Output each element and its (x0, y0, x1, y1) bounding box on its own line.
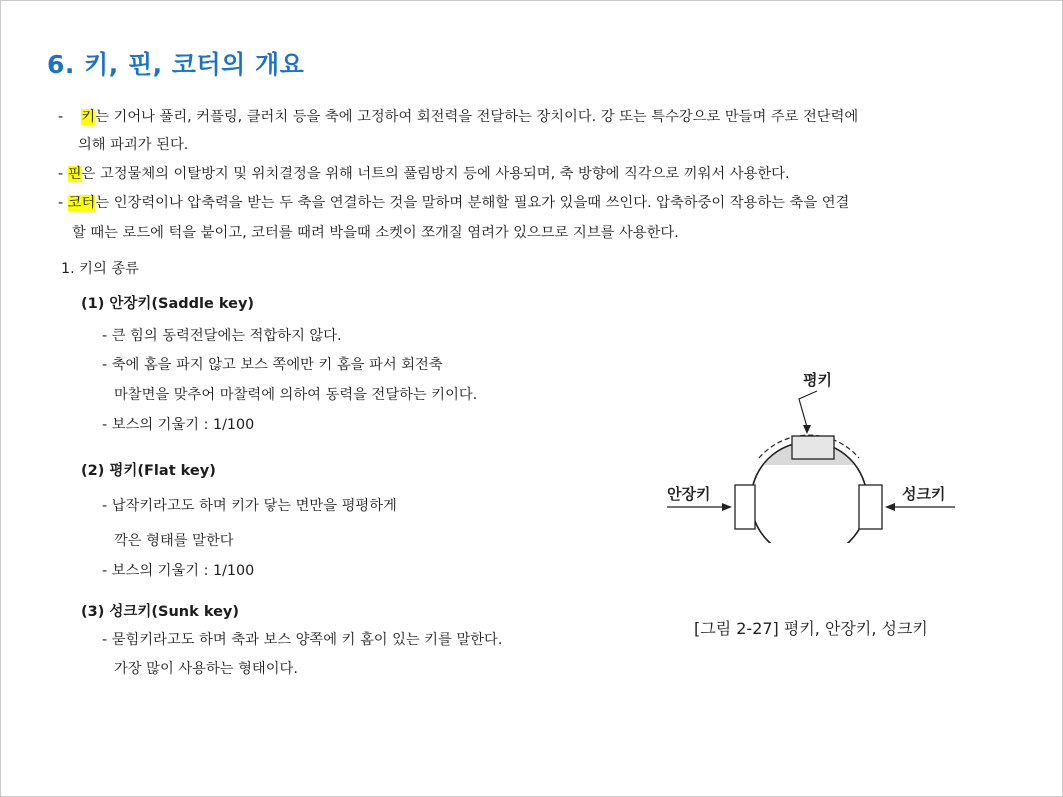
sunk-key-line-1: - 묻힘키라고도 하며 축과 보스 양쪽에 키 홈이 있는 키를 말한다. (102, 632, 503, 648)
sunk-key-line-2: 가장 많이 사용하는 형태이다. (114, 661, 298, 677)
flat-key-line-1: - 납작키라고도 하며 키가 닿는 면만을 평평하게 (102, 498, 397, 514)
intro-item-key-cont: 의해 파괴가 된다. (78, 137, 189, 153)
sunk-key-heading: (3) 성크키(Sunk key) (81, 604, 239, 620)
saddle-key-arrowhead (722, 503, 732, 511)
saddle-key-line-2: - 축에 홈을 파지 않고 보스 쪽에만 키 홈을 파서 회전축 (102, 357, 443, 373)
page-title: 6. 키, 핀, 코터의 개요 (47, 50, 305, 79)
intro-text: 는 인장력이나 압축력을 받는 두 축을 연결하는 것을 말하며 분해할 필요가 있을때 쓰인다. 압축하중이 작용하는 축을 연결 (95, 195, 850, 211)
figure-caption: [그림 2-27] 평키, 안장키, 성크키 (694, 619, 928, 638)
intro-item-cotter-cont: 할 때는 로드에 턱을 붙이고, 코터를 때려 박을때 소켓이 쪼개질 염려가 있으므로 지브를 사용한다. (72, 225, 679, 241)
section-heading: 1. 키의 종류 (61, 261, 139, 277)
key-diagram (661, 363, 961, 543)
intro-text: 은 고정물체의 이탈방지 및 위치결정을 위해 너트의 풀림방지 등에 사용되며, 축 방향에 직각으로 끼워서 사용한다. (81, 166, 790, 182)
intro-item-key (58, 106, 858, 126)
saddle-key-line-3: 마찰면을 맞추어 마찰력에 의하여 동력을 전달하는 키이다. (114, 387, 478, 403)
saddle-key-line-4: - 보스의 기울기 : 1/100 (102, 417, 255, 433)
flat-key-heading: (2) 평키(Flat key) (81, 463, 216, 479)
sunk-key-shape (859, 485, 882, 529)
bullet-dash: - (58, 109, 64, 125)
intro-item-pin (58, 163, 790, 183)
term-cotter: 코터 (67, 195, 96, 211)
intro-text: 는 기어나 풀리, 커플링, 클러치 등을 축에 고정하여 회전력을 전달하는 장치이다. 강 또는 특수강으로 만들며 주로 전단력에 (95, 109, 859, 125)
figure-label-sunk: 성크키 (902, 485, 946, 503)
flat-key-arrowhead (803, 425, 811, 434)
saddle-key-line-1: - 큰 힘의 동력전달에는 적합하지 않다. (102, 328, 342, 344)
term-pin: 핀 (67, 166, 82, 182)
bullet-dash: - (58, 166, 64, 182)
flat-key-line-3: - 보스의 기울기 : 1/100 (102, 563, 255, 579)
intro-item-cotter (58, 192, 849, 212)
flat-key-line-2: 깍은 형태를 말한다 (114, 533, 234, 549)
figure-label-saddle: 안장키 (667, 485, 711, 503)
flat-key-leader (799, 391, 817, 427)
saddle-key-heading: (1) 안장키(Saddle key) (81, 296, 255, 312)
key-types-figure (661, 363, 961, 543)
term-key: 키 (81, 109, 96, 125)
saddle-key-shape (735, 485, 755, 529)
flat-key-shape (792, 436, 834, 459)
sunk-key-arrowhead (885, 503, 895, 511)
bullet-dash: - (58, 195, 64, 211)
figure-label-flat: 평키 (803, 371, 832, 389)
